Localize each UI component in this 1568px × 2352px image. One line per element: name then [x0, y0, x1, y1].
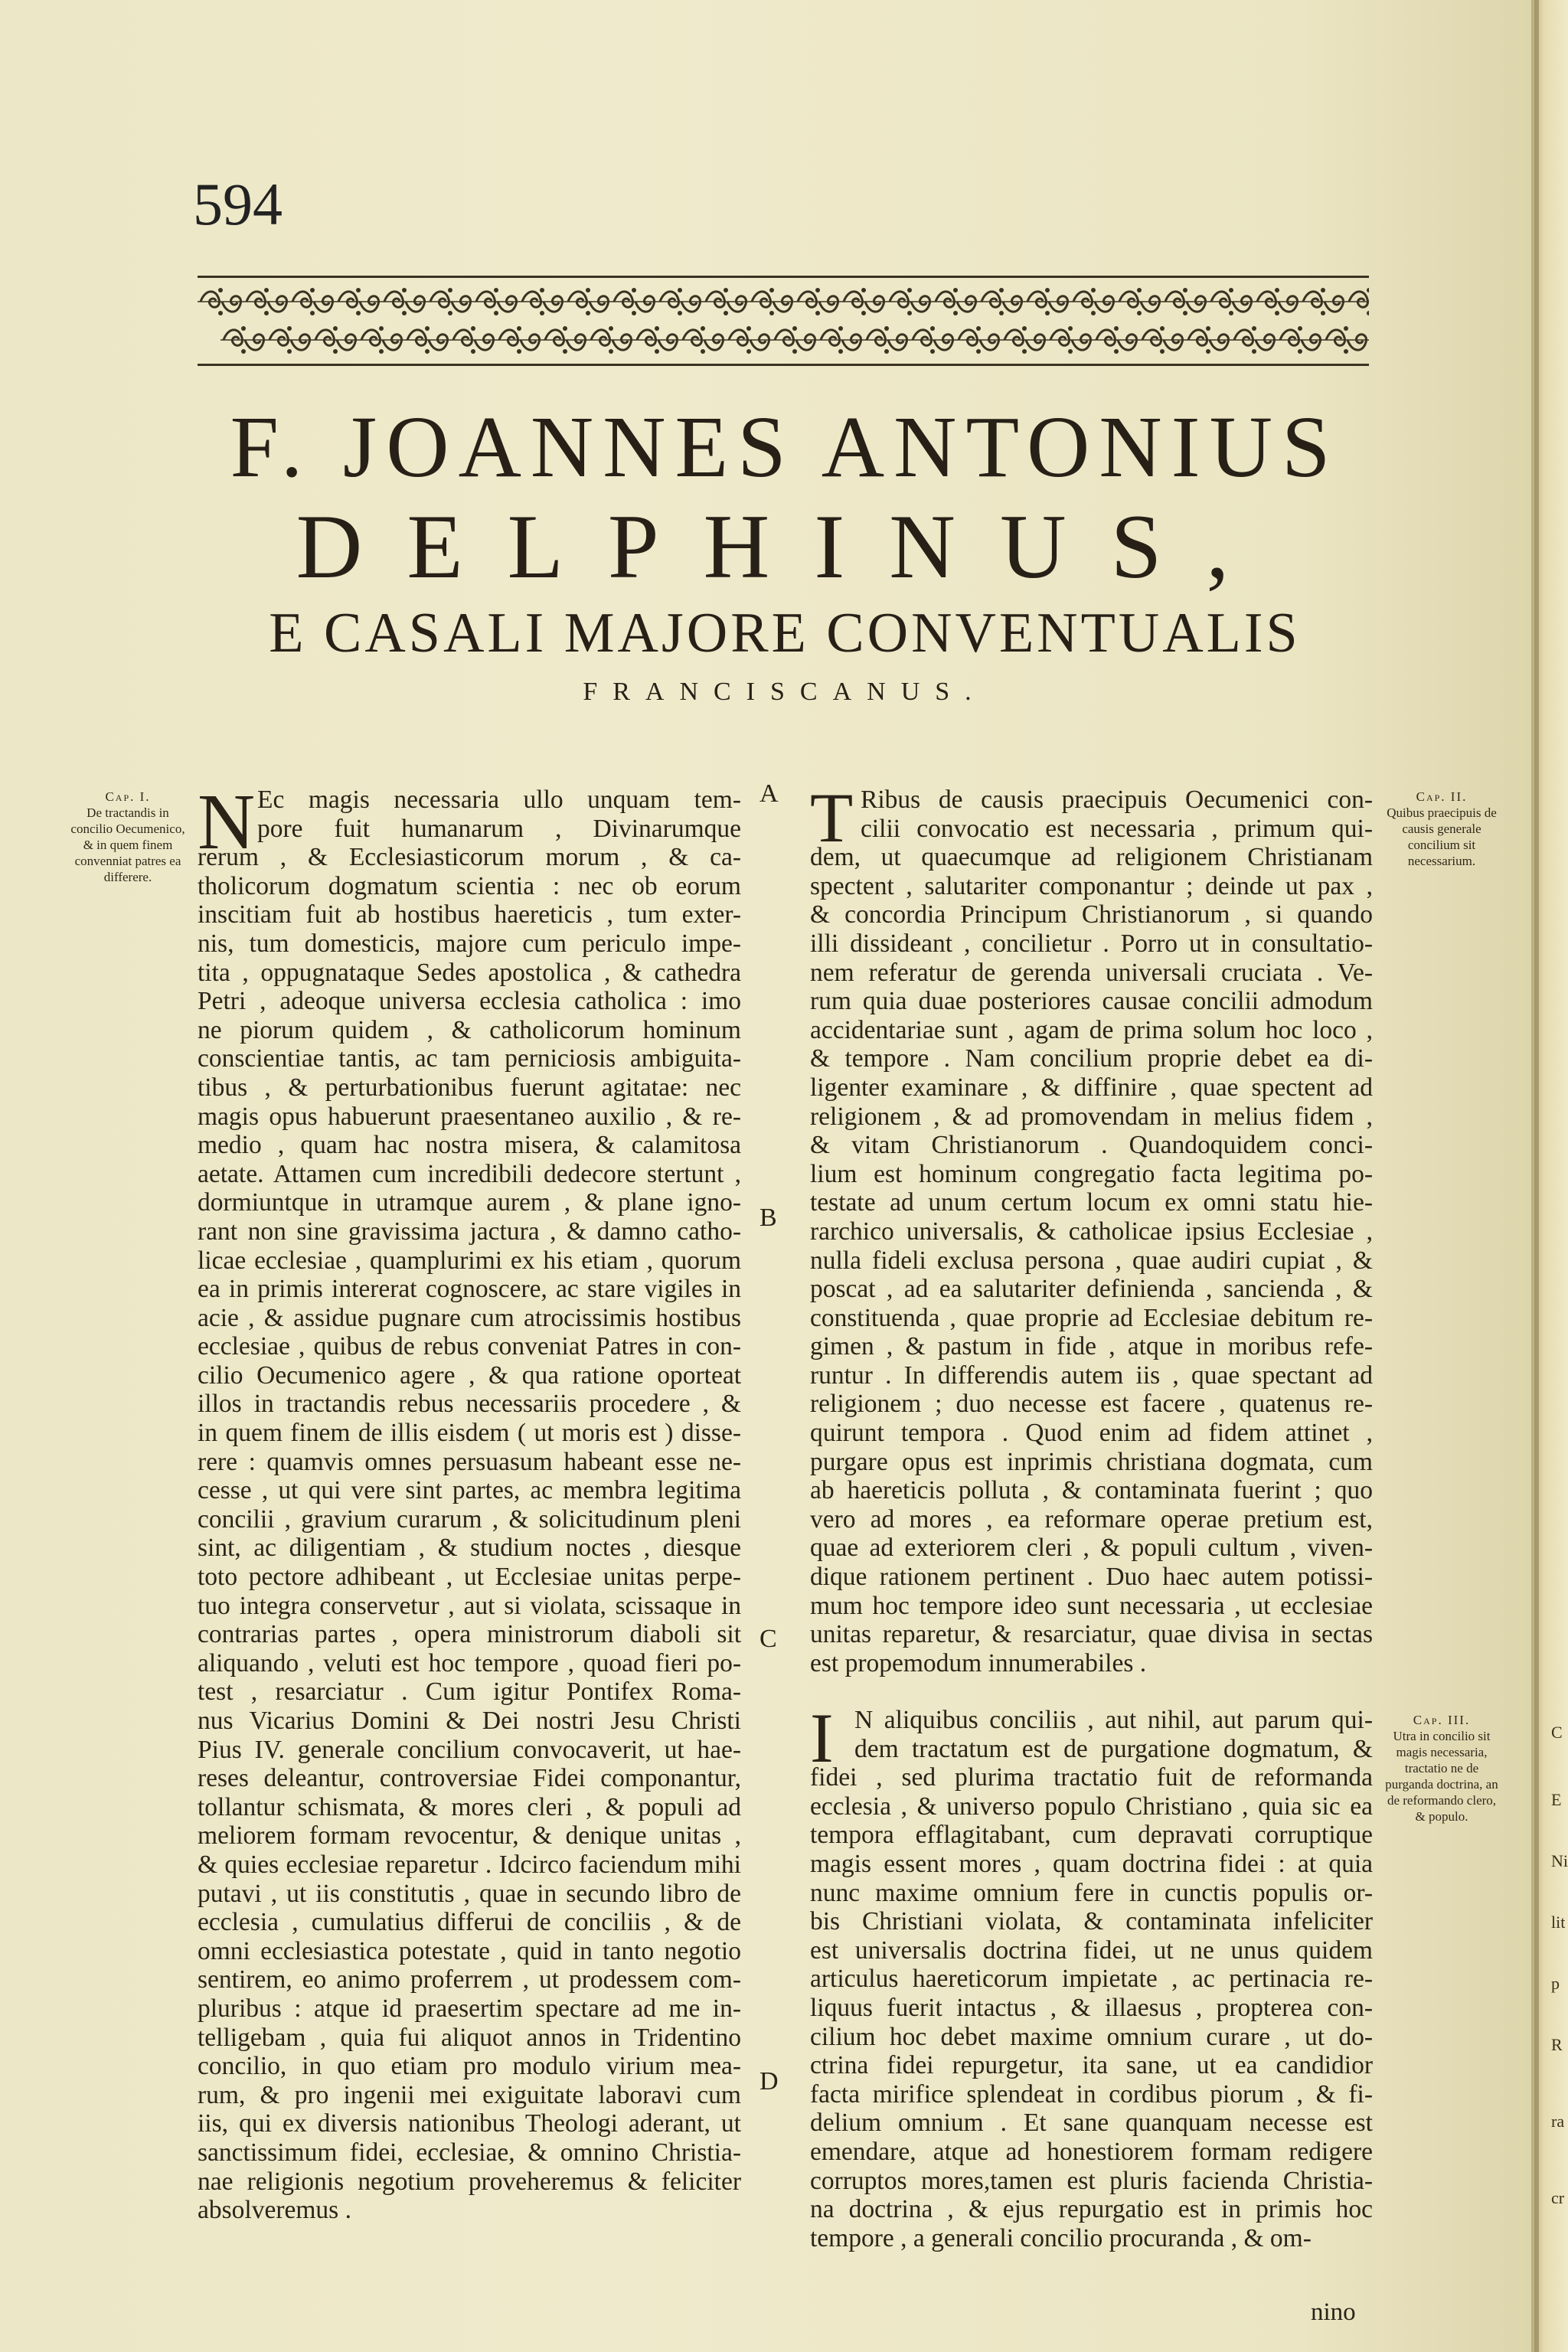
section-marker-a: A [760, 779, 779, 808]
text-line: meliorem formam revocentur, & denique unitas , [198, 1821, 741, 1851]
text-line: religionem , & ad promovendam in melius fidem , [810, 1102, 1373, 1131]
drop-cap: N [198, 778, 256, 866]
margin-note-text: De tractandis in concilio Oecumenico, & in quem finem convenniat patres ea differere. [70, 805, 185, 884]
text-line: Pius IV. generale concilium convocaverit, ut hae- [198, 1735, 741, 1764]
text-line: cesse , ut qui vere sint partes, ac membra legitima [198, 1476, 741, 1505]
text-line: ecclesiae , quibus de rebus conveniat Patres in con- [198, 1332, 741, 1361]
text-line: emendare, atque ad honestiorem formam redigere [810, 2137, 1373, 2166]
spine-mark: R [1551, 2035, 1563, 2054]
text-line: facta mirifice splendeat in cordibus piorum , & fi- [810, 2079, 1373, 2109]
text-line: ecclesia , & universo populo Christiano , quia sic ea [810, 1792, 1373, 1821]
text-line: acie , & assidue pugnare cum atrocissimis hostibus [198, 1303, 741, 1332]
text-line: quirunt tempora . Quod enim ad fidem attinet , [810, 1419, 1373, 1448]
text-line: tibus , & perturbationibus fuerunt agitatae: nec [198, 1073, 741, 1102]
margin-note-cap-3 [1384, 1712, 1499, 1824]
text-line: rant non sine gravissima jactura , & damno catho- [198, 1217, 741, 1246]
text-line: delium omnium . Et sane quanquam necesse est [810, 2109, 1373, 2138]
text-line: concilio, in quo etiam pro modulo virium mea- [198, 2052, 741, 2081]
text-line: nunc maxime omnium fere in cunctis populis or- [810, 1878, 1373, 1907]
text-line: tempora efflagitabant, cum depravati corruptique [810, 1821, 1373, 1850]
text-line: unitas reparetur, & resarciatur, quae divisa in sectas [810, 1620, 1373, 1649]
title-line-3: E CASALI MAJORE CONVENTUALIS [269, 602, 1301, 665]
text-line: rerum , & Ecclesiasticorum morum , & ca- [198, 843, 741, 872]
margin-note-cap-2 [1384, 789, 1499, 869]
text-line: N aliquibus conciliis , aut nihil, aut parum qui- [854, 1706, 1373, 1734]
text-line: tuo integra conservetur , aut si violata, scissaque in [198, 1591, 741, 1620]
scroll-ornament-icon [198, 283, 1369, 359]
text-line: liquus fuerit intactus , & illaesus , propterea con- [810, 1993, 1373, 2022]
title-line-2: DELPHINUS, [296, 495, 1274, 597]
page-number: 594 [193, 171, 283, 237]
text-line: toto pectore adhibeant , ut Ecclesiae unitas perpe- [198, 1563, 741, 1592]
title-line-1: F. JOANNES ANTONIUS [230, 398, 1340, 495]
text-line: poscat , ad ea salutariter definienda , sancienda , & [810, 1275, 1373, 1304]
text-line: ab haereticis polluta , & contaminata fuerint ; quo [810, 1476, 1373, 1505]
spine-mark: p [1551, 1974, 1560, 1993]
text-line: sint, ac diligentiam , & studium noctes , diesque [198, 1534, 741, 1563]
text-line: contrarias partes , opera ministrorum diaboli sit [198, 1620, 741, 1649]
text-line: dem tractatum est de purgatione dogmatum, & [854, 1734, 1373, 1763]
text-line: mum hoc tempore ideo sunt necessaria , ut ecclesiae [810, 1591, 1373, 1620]
text-line: aliquando , veluti est hoc tempore , quoad fieri po- [198, 1648, 741, 1677]
text-line: purgare opus est inprimis christiana dogmata, cum [810, 1447, 1373, 1476]
text-line: dormiuntque in utramque aurem , & plane igno- [198, 1188, 741, 1217]
drop-cap: I [810, 1699, 834, 1777]
text-line: tempore , a generali concilio procuranda , & om- [810, 2223, 1312, 2252]
spine-mark: ra [1551, 2112, 1565, 2131]
text-line: cilii convocatio est necessaria , primum qui- [861, 814, 1373, 843]
text-line: nus Vicarius Domini & Dei nostri Jesu Christi [198, 1707, 741, 1735]
text-line: illi dissideant , concilietur . Porro ut in consultatio- [810, 929, 1373, 958]
margin-note-text: Quibus praecipuis de causis generale concilium sit necessarium. [1387, 805, 1497, 868]
text-line: aetate. Attamen cum incredibili dedecore stertunt , [198, 1159, 741, 1188]
text-line: licae ecclesiae , quamplurimi ex his etiam , quorum [198, 1246, 741, 1275]
text-line: nem referatur de gerenda universali cruciata . Ve- [810, 958, 1373, 987]
section-marker-b: B [760, 1204, 777, 1232]
text-column-left [198, 786, 741, 2225]
text-line: absolveremus . [198, 2196, 351, 2225]
text-column-right-chapter-3 [810, 1706, 1373, 2252]
text-line: dique rationem pertinent . Duo haec autem potissi- [810, 1563, 1373, 1592]
text-line: est universalis doctrina fidei, ut ne unus quidem [810, 1936, 1373, 1965]
text-line: putavi , ut iis constitutis , quae in secundo libro de [198, 1879, 741, 1908]
text-line: gimen , & pastum in fide , atque in moribus refe- [810, 1332, 1373, 1361]
book-spine [1531, 0, 1568, 2352]
text-line: test , resarciatur . Cum igitur Pontifex Roma- [198, 1677, 741, 1707]
text-line: bis Christiani violata, & contaminata infeliciter [810, 1907, 1373, 1936]
margin-note-text: Utra in concilio sit magis necessaria, tractatio ne de purganda doctrina, an de reformando clero, & populo. [1385, 1729, 1498, 1824]
text-line: pore fuit humanarum , Divinarumque [257, 814, 741, 843]
text-line: runtur . In differendis autem iis , quae spectant ad [810, 1361, 1373, 1390]
margin-note-cap-label: Cap. II. [1416, 789, 1468, 804]
text-line: tollantur schismata, & mores cleri , & populi ad [198, 1792, 741, 1821]
text-line: cilium hoc debet maxime omnium curare , ut do- [810, 2022, 1373, 2051]
text-line: religionem ; duo necesse est facere , quatenus re- [810, 1390, 1373, 1419]
text-line: pluribus : atque id praesertim spectare ad me in- [198, 1994, 741, 2023]
title-line-4: FRANCISCANUS. [583, 678, 987, 706]
text-line: concilii , gravium curarum , & solicitudinum pleni [198, 1504, 741, 1534]
spine-mark: E [1551, 1790, 1562, 1809]
section-marker-c: C [760, 1625, 777, 1653]
margin-note-cap-1 [70, 789, 185, 885]
text-line: nis, tum domesticis, majore cum periculo impe- [198, 929, 741, 958]
text-line: rum, & pro ingenii mei exiguitate laboravi cum [198, 2080, 741, 2109]
text-column-right-chapter-2 [810, 786, 1373, 1677]
text-line: inscitiam fuit ab hostibus haereticis , tum exter- [198, 900, 741, 929]
text-line: in quem finem de illis eisdem ( ut moris est ) disse- [198, 1419, 741, 1448]
text-line: tita , oppugnataque Sedes apostolica , & cathedra [198, 958, 741, 987]
text-line: Petri , adeoque universa ecclesia catholica : imo [198, 987, 741, 1016]
text-line: Ec magis necessaria ullo unquam tem- [257, 786, 741, 814]
text-line: corruptos mores,tamen est pluris facienda Christia- [810, 2166, 1373, 2195]
text-line: fidei , sed plurima tractatio fuit de reformanda [810, 1763, 1373, 1792]
text-line: & vitam Christianorum . Quandoquidem conci- [810, 1131, 1373, 1160]
text-line: na doctrina , & ejus repurgatio est in primis hoc [810, 2195, 1373, 2224]
text-line: ligenter examinare , & diffinire , quae spectent ad [810, 1073, 1373, 1102]
text-line: rum quia duae posteriores causae concilii admodum [810, 987, 1373, 1016]
margin-note-cap-label: Cap. I. [105, 789, 151, 804]
text-line: & tempore . Nam concilium proprie debet ea di- [810, 1044, 1373, 1073]
text-line: cilio Oecumenico agere , & qua ratione oporteat [198, 1361, 741, 1390]
text-line: constituenda , quae proprie ad Ecclesiae debitum re- [810, 1303, 1373, 1332]
text-line: ne piorum quidem , & catholicorum hominum [198, 1015, 741, 1044]
text-line: ctrina fidei repurgetur, ita sane, ut ea candidior [810, 2051, 1373, 2080]
text-line: vero ad mores , ea reformare operae pretium est, [810, 1504, 1373, 1534]
text-line: reses deleantur, controversiae Fidei componantur, [198, 1764, 741, 1793]
text-line: nulla fideli exclusa persona , quae audiri cupiat , & [810, 1246, 1373, 1275]
text-line: rere : quamvis omnes persuasum habeant esse ne- [198, 1447, 741, 1476]
text-line: Ribus de causis praecipuis Oecumenici con- [861, 786, 1373, 814]
text-line: medio , quam hac nostra misera, & calamitosa [198, 1131, 741, 1160]
margin-note-cap-label: Cap. III. [1413, 1713, 1471, 1727]
text-line: & quies ecclesiae reparetur . Idcirco faciendum mihi [198, 1850, 741, 1879]
text-line: dem, ut quaecumque ad religionem Christianam [810, 843, 1373, 872]
text-line: tholicorum dogmatum scientia : nec ob eorum [198, 871, 741, 900]
text-line: sentirem, eo animo proferrem , ut prodessem com- [198, 1965, 741, 1994]
text-line: testate ad unum certum locum ex omni statu hie- [810, 1188, 1373, 1217]
text-line: telligebam , quia fui aliquot annos in Tridentino [198, 2023, 741, 2052]
text-line: magis essent mores , quam doctrina fidei : at quia [810, 1849, 1373, 1878]
text-line: omni ecclesiastica potestate , quid in tanto negotio [198, 1936, 741, 1965]
text-line: illos in tractandis rebus necessariis procedere , & [198, 1390, 741, 1419]
spine-mark: C [1551, 1723, 1563, 1742]
text-line: iis, qui ex diversis nationibus Theologi aderant, ut [198, 2109, 741, 2138]
text-line: conscientiae tantis, ac tam perniciosis ambiguita- [198, 1044, 741, 1073]
text-line: magis opus habuerunt praesentaneo auxilio , & re- [198, 1102, 741, 1131]
spine-fold [1534, 0, 1539, 2352]
text-line: & concordia Principum Christianorum , si quando [810, 900, 1373, 929]
text-line: lium est hominum congregatio facta legitima po- [810, 1159, 1373, 1188]
catchword: nino [1311, 2298, 1356, 2326]
drop-cap: T [810, 779, 854, 857]
text-line: sanctissimum fidei, ecclesiae, & omnino Christia- [198, 2138, 741, 2167]
section-marker-d: D [760, 2067, 779, 2096]
text-line: est propemodum innumerabiles . [810, 1648, 1147, 1677]
text-line: nae religionis negotium proveheremus & feliciter [198, 2167, 741, 2196]
text-line: articulus haereticorum impietate , ac pertinacia re- [810, 1965, 1373, 1994]
ornamental-header-band [198, 276, 1369, 366]
spine-mark: lit [1551, 1913, 1566, 1932]
text-line: accidentariae sunt , agam de prima solum hoc loco , [810, 1015, 1373, 1044]
text-line: rarchico universalis, & catholicae ipsius Ecclesiae , [810, 1217, 1373, 1246]
spine-mark: cr [1551, 2188, 1565, 2207]
text-line: ecclesia , cumulatius differui de conciliis , & de [198, 1908, 741, 1937]
spine-mark: Ni [1551, 1851, 1568, 1870]
text-line: ea in primis intererat cognoscere, ac stare vigiles in [198, 1275, 741, 1304]
text-line: spectent , salutariter componantur ; deinde ut pax , [810, 871, 1373, 900]
text-line: quae ad exteriorem cleri , & populi cultum , viven- [810, 1534, 1373, 1563]
